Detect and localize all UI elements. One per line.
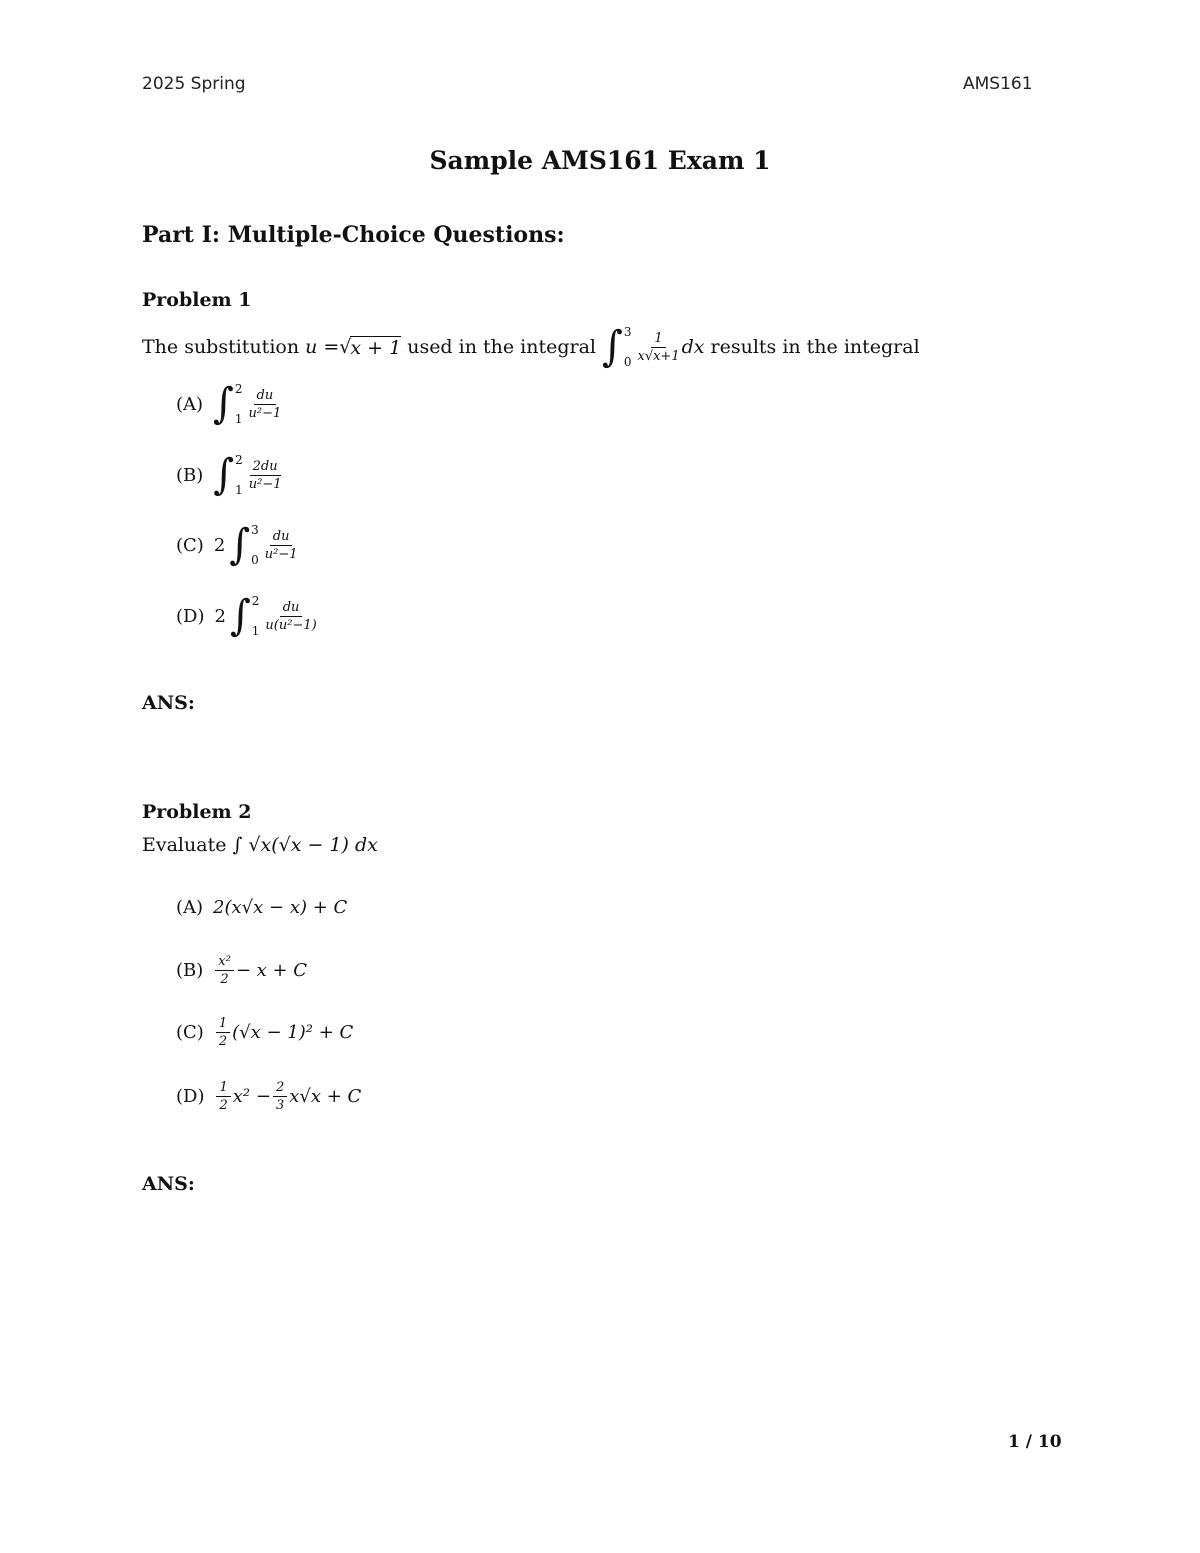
header-course: AMS161 — [963, 74, 1033, 94]
lower-limit: 1 — [234, 412, 243, 426]
problem-1-heading: Problem 1 — [142, 289, 252, 311]
problem-2-heading: Problem 2 — [142, 801, 252, 823]
upper-limit: 3 — [251, 523, 259, 537]
part-heading: Part I: Multiple-Choice Questions: — [142, 222, 565, 248]
upper-limit: 2 — [251, 594, 260, 608]
option-label: (C) — [176, 1021, 204, 1043]
denominator: u²−1 — [248, 405, 282, 421]
denominator: u(u²−1) — [265, 617, 317, 633]
option-label: (B) — [176, 959, 204, 981]
option-label: (D) — [176, 1085, 205, 1107]
integral-sign-icon: ∫ — [229, 591, 251, 641]
problem-2-option-d — [176, 1078, 361, 1114]
p1-upper: 3 — [623, 325, 632, 339]
p1-den: x√x+1 — [637, 348, 680, 364]
p1-dx: dx — [681, 336, 705, 358]
p1-num: 1 — [651, 331, 665, 348]
problem-2-option-a — [176, 892, 347, 922]
option-label: (A) — [176, 896, 204, 918]
numerator: 1 — [216, 1016, 230, 1033]
denominator: 2 — [220, 971, 229, 987]
problem-1-answer-label: ANS: — [142, 692, 195, 714]
problem-1-option-d — [176, 588, 319, 644]
problem-1-option-c — [176, 517, 300, 573]
exam-title: Sample AMS161 Exam 1 — [429, 146, 771, 175]
coefficient: 2 — [213, 534, 226, 556]
integral-sign-icon: ∫ — [213, 450, 235, 500]
lower-limit: 0 — [251, 553, 259, 567]
numerator: 2du — [250, 459, 281, 476]
p1-u-eq: u = — [305, 336, 340, 358]
problem-2-option-c — [176, 1014, 353, 1050]
denominator: 2 — [219, 1097, 228, 1113]
problem-1-option-a — [176, 376, 283, 432]
problem-2-answer-label: ANS: — [142, 1173, 195, 1195]
option-expr-rest: (√x − 1)² + C — [232, 1021, 354, 1043]
numerator: du — [280, 600, 303, 617]
header-term: 2025 Spring — [142, 74, 246, 94]
option-label: (A) — [176, 393, 204, 415]
problem-1-option-b — [176, 447, 284, 503]
p2-text: Evaluate — [142, 834, 227, 856]
p1-sqrt-inner: x + 1 — [350, 336, 402, 359]
problem-2-option-b — [176, 952, 307, 988]
option-expr-rest: − x + C — [235, 959, 308, 981]
integral-sign-icon: ∫ — [213, 379, 234, 429]
denominator: u²−1 — [264, 546, 298, 562]
denominator: 2 — [218, 1033, 228, 1049]
p1-integral — [602, 322, 682, 372]
coefficient: 2 — [214, 605, 226, 627]
denominator: 3 — [275, 1097, 285, 1113]
denominator: u²−1 — [248, 476, 282, 492]
p2-expr: ∫ √x(√x − 1) dx — [232, 834, 378, 856]
p1-text-c: results in the integral — [710, 336, 920, 358]
option-expr: 2(x√x − x) + C — [213, 896, 348, 918]
problem-1-statement — [142, 322, 920, 372]
option-expr-rest: x√x + C — [289, 1085, 362, 1107]
numerator: du — [270, 529, 293, 546]
option-label: (C) — [176, 534, 204, 556]
lower-limit: 1 — [235, 483, 243, 497]
upper-limit: 2 — [235, 453, 243, 467]
p1-lower: 0 — [623, 355, 632, 369]
option-label: (B) — [176, 464, 204, 486]
p1-sqrt: √ x + 1 — [339, 335, 402, 359]
page-number: 1 / 10 — [1008, 1432, 1062, 1452]
integral-sign-icon: ∫ — [602, 322, 623, 372]
numerator: x² — [215, 954, 234, 971]
upper-limit: 2 — [234, 382, 243, 396]
p1-text-b: used in the integral — [407, 336, 596, 358]
lower-limit: 1 — [251, 624, 260, 638]
integral-sign-icon: ∫ — [229, 520, 251, 570]
option-label: (D) — [176, 605, 205, 627]
option-expr-mid: x² − — [232, 1085, 271, 1107]
numerator: 1 — [216, 1080, 230, 1097]
p1-text-a: The substitution — [142, 336, 300, 358]
numerator: 2 — [273, 1080, 287, 1097]
numerator: du — [254, 388, 277, 405]
problem-2-statement — [142, 832, 378, 858]
